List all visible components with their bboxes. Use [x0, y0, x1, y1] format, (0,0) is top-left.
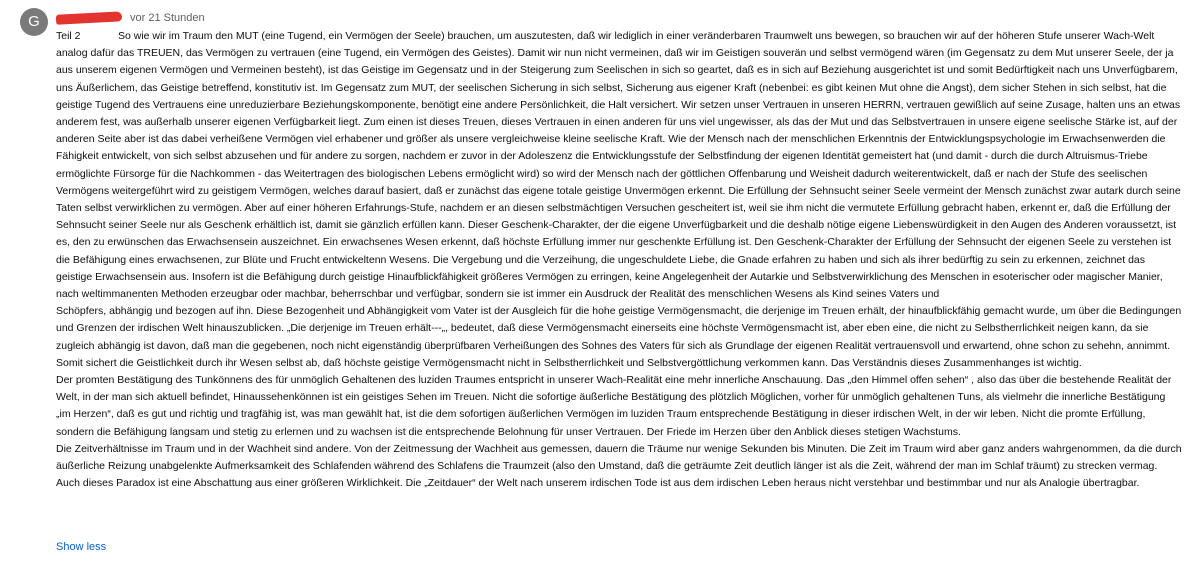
author-avatar[interactable]: G — [20, 8, 48, 36]
comment-paragraph-2: Schöpfers, abhängig und bezogen auf ihn. Diese Bezogenheit und Abhängigkeit vom Vater ist der Ausgleich für die hohe geistige Vermögensmacht, die derjenige im Treuen erhält, der hinaufblickfähig gemacht wurde, um über die Bedingungen und Grenzen der irdischen Welt hinauszublicken. „Die derjenige im Treuen erhält---„, bedeutet, daß diese Vermögensmacht einerseits eine höchste Vermögensmacht ist, aber eben eine, die nicht zu Selbstherrlichkeit neigen kann, da sie zugleich abhängig ist davon, daß man die gegebenen, noch nicht eigenständig überprüfbaren Verheißungen des Sohnes des Vaters für sich als Grundlage der eigenen Realität vertrauensvoll und erwartend, ohne schon zu sehehn, annimmt. — [56, 305, 1182, 352]
comment-timestamp[interactable]: vor 21 Stunden — [130, 12, 205, 24]
comment-paragraph-1-text: So wie wir im Traum den MUT (eine Tugend, ein Vermögen der Seele) brauchen, um auszutesten, daß wir lediglich in einer veränderbaren Traumwelt uns bewegen, so brauchen wir auf der höheren Stufe unserer Wach-Welt analog dafür das TREUEN, das Vermögen zu vertrauen (eine Tugend, ein Vermögen des Geistes). Damit wir nun nicht vermeinen, daß wir im Geistigen souverän und selbst vermögend wären (im Gegensatz zu dem Mut unserer Seele, der ja aus unserem eigenen Vermögen und Vermeinen besteht), ist das Geistige im Gegensatz und in der Steigerung zum Seelischen in sich so geartet, daß es in sich auf Beziehung ausgerichtet ist und somit Bedürftigkeit nach uns Unverfügbarem, uns Äußerlichem, das Geistige betreffend, konstitutiv ist. Im Gegensatz zum MUT, der seelischen Sicherung in sich selbst, Sicherung aus eigener Kraft (nebenbei: es gibt keinen Mut ohne die Angst), dem sicher Stehen in sich selbst, hat die geistige Tugend des Vertrauens eine unreduzierbare Beziehungskomponente, benötigt eine andere Persönlichkeit, die Halt versichert. Wir setzen unser Vertrauen in unseren HERRN, vertrauen gewißlich auf seine Zusage, halten uns an etwas anderem fest, was außerhalb unserer eigenen Verfügbarkeit liegt. Zum einen ist dieses Treuen, dieses Vertrauen in einen anderen für uns viel ungewisser, als das der Mut und das Selbstvertrauen in unsere eigene seelische Stärke ist, auf der anderen Seite aber ist das dabei verheißene Vermögen viel erhabener und größer als unsere vergleichweise kleine seelische Kraft. Wie der Mensch nach der menschlichen Erkenntnis der Entwicklungspsychologie im Erwachsenwerden die Fähigkeit entwickelt, von sich selbst abzusehen und für andere zu sorgen, nachdem er zuvor in der Adoleszenz die Entwicklungsstufe der Selbstfindung der eigenen Identität gemeistert hat (und damit - durch die durch Altruismus-Triebe ermöglichte Fürsorge für die Nachkommen - das Weitertragen des biologischen Lebens ermöglicht wird) so wird der Mensch nach der göttlichen Offenbarung und Weisheit dadurch weiterentwickelt, daß er nach der Stufe des seelischen Vermögens weitergeführt wird zu geistigem Vermögen, welches darauf basiert, daß er zunächst das eigene totale geistige Unvermögen erkennt. Die Erfüllung der Sehnsucht seiner Seele vermeint der Mensch zunächst zwar autark durch seine Taten selbst verwirklichen zu vermögen. Aber auf einer höheren Erfahrungs-Stufe, nachdem er an diesen selbstmächtigen Versuchen gescheitert ist, weil sie ihm nicht die vermutete Erfüllung gebracht haben, erkennt er, daß die Erfüllung der Sehnsucht seiner Seele nur als Geschenk erhältlich ist, damit sie gänzlich erfüllen kann. Dieser Geschenk-Charakter, der die eigene Unverfügbarkeit und die deshalb nötige eigene Liebenswürdigkeit in den Augen des Anderen voraussetzt, ist es, den zu erwünschen das Erwachsensein auszeichnet. Ein erwachsenes Wesen erkennt, daß höchste Erfüllung immer nur geschenkte Erfüllung ist. Den Geschenk-Charakter der Erfüllung der Sehnsucht der eigenen Seele zu verstehen ist die Befähigung eines erwachsenen, zur Blüte und Frucht entwickeltenn Wesens. Die Vergebung und die Verzeihung, die ungeschuldete Liebe, die Gnade erfahren zu haben und sich als ihrer bedürftig zu sein zu erkennen, zeichnet das geistige Erwachsensein aus. Insofern ist die Befähigung durch geistige Hinaufblickfähigkeit größeres Vermögen zu erringen, keine Angelegenheit der Autarkie und Selbstverwirklichung des Menschen in esoterischer oder magischer Manier, nach weltimmanenten Methoden erzeugbar oder machbar, beherrschbar und verfügbar, sondern sie ist immer ein Ausdruck der Realität des menschlichen Wesens als Kind seines Vaters und — [56, 30, 1181, 301]
part-label: Teil 2 — [56, 30, 81, 42]
comment-paragraph-4: Der promten Bestätigung des Tunkönnens des für unmöglich Gehaltenen des luziden Traumes entspricht in unserer Wach-Realität eine mehr innerliche Anschauung. Das „den Himmel offen sehen“ , also das über die bestehende Realität der Welt, in der man sich aktuell befindet, Hinaussehenkönnen ist ein geistiges Sehen im Treuen. Nicht die sofortige äußerliche Bestätigung des plötzlich Möglichen, vorher für unmöglich gehaltenen Tuns, als vielmehr die innerliche Bestätigung „im Herzen“, daß es gut und richtig und tragfähig ist, was man gewählt hat, ist die dem sofortigen äußerlichen Vermögen im luziden Traum entsprechende Bestätigung in dieser irdischen Welt, in der wir leben. Nicht die promte Erfüllung, sondern die Befähigung langsam und stetig zu erlernen und zu wachsen ist die entsprechende Belohnung für unser Vertrauen. Der Friede im Herzen über den Anblick dieses stetigen Wachstums. — [56, 374, 1172, 438]
comment-paragraph-3: Somit sichert die Geistlichkeit durch ihr Wesen selbst ab, daß höchste geistige Vermögensmacht nicht in Selbstherrlichkeit und Selbstvergöttlichung verkommen kann. Das Verständnis dieses Zusammenhanges ist wichtig. — [56, 356, 1082, 369]
author-name-redacted[interactable] — [56, 11, 122, 24]
comment-paragraph-5: Die Zeitverhältnisse im Traum und in der Wachheit sind andere. Von der Zeitmessung der Wachheit aus gemessen, dauern die Träume nur wenige Sekunden bis Minuten. Die Zeit im Traum wird aber ganz anders wahrgenommen, da die durch äußerliche Reizung unabgelenkte Aufmerksamkeit des Schlafenden während des Schlafens die Traumzeit (also den Umstand, daß die geträumte Zeit deutlich länger ist als die Zeit, während der man im Schlaf träumt) zu strecken vermag. Auch dieses Paradox ist eine Abschattung aus einer größeren Wirklichkeit. Die „Zeitdauer“ der Welt nach unserem irdischen Tode ist aus dem irdischen Leben heraus nicht verstehbar und bestimmbar und nur als Analogie übertragbar. — [56, 442, 1182, 490]
show-less-button[interactable]: Show less — [56, 541, 107, 553]
comment-header — [56, 9, 205, 27]
comment-paragraph-1 — [56, 28, 1182, 303]
comment-body — [56, 28, 1182, 492]
